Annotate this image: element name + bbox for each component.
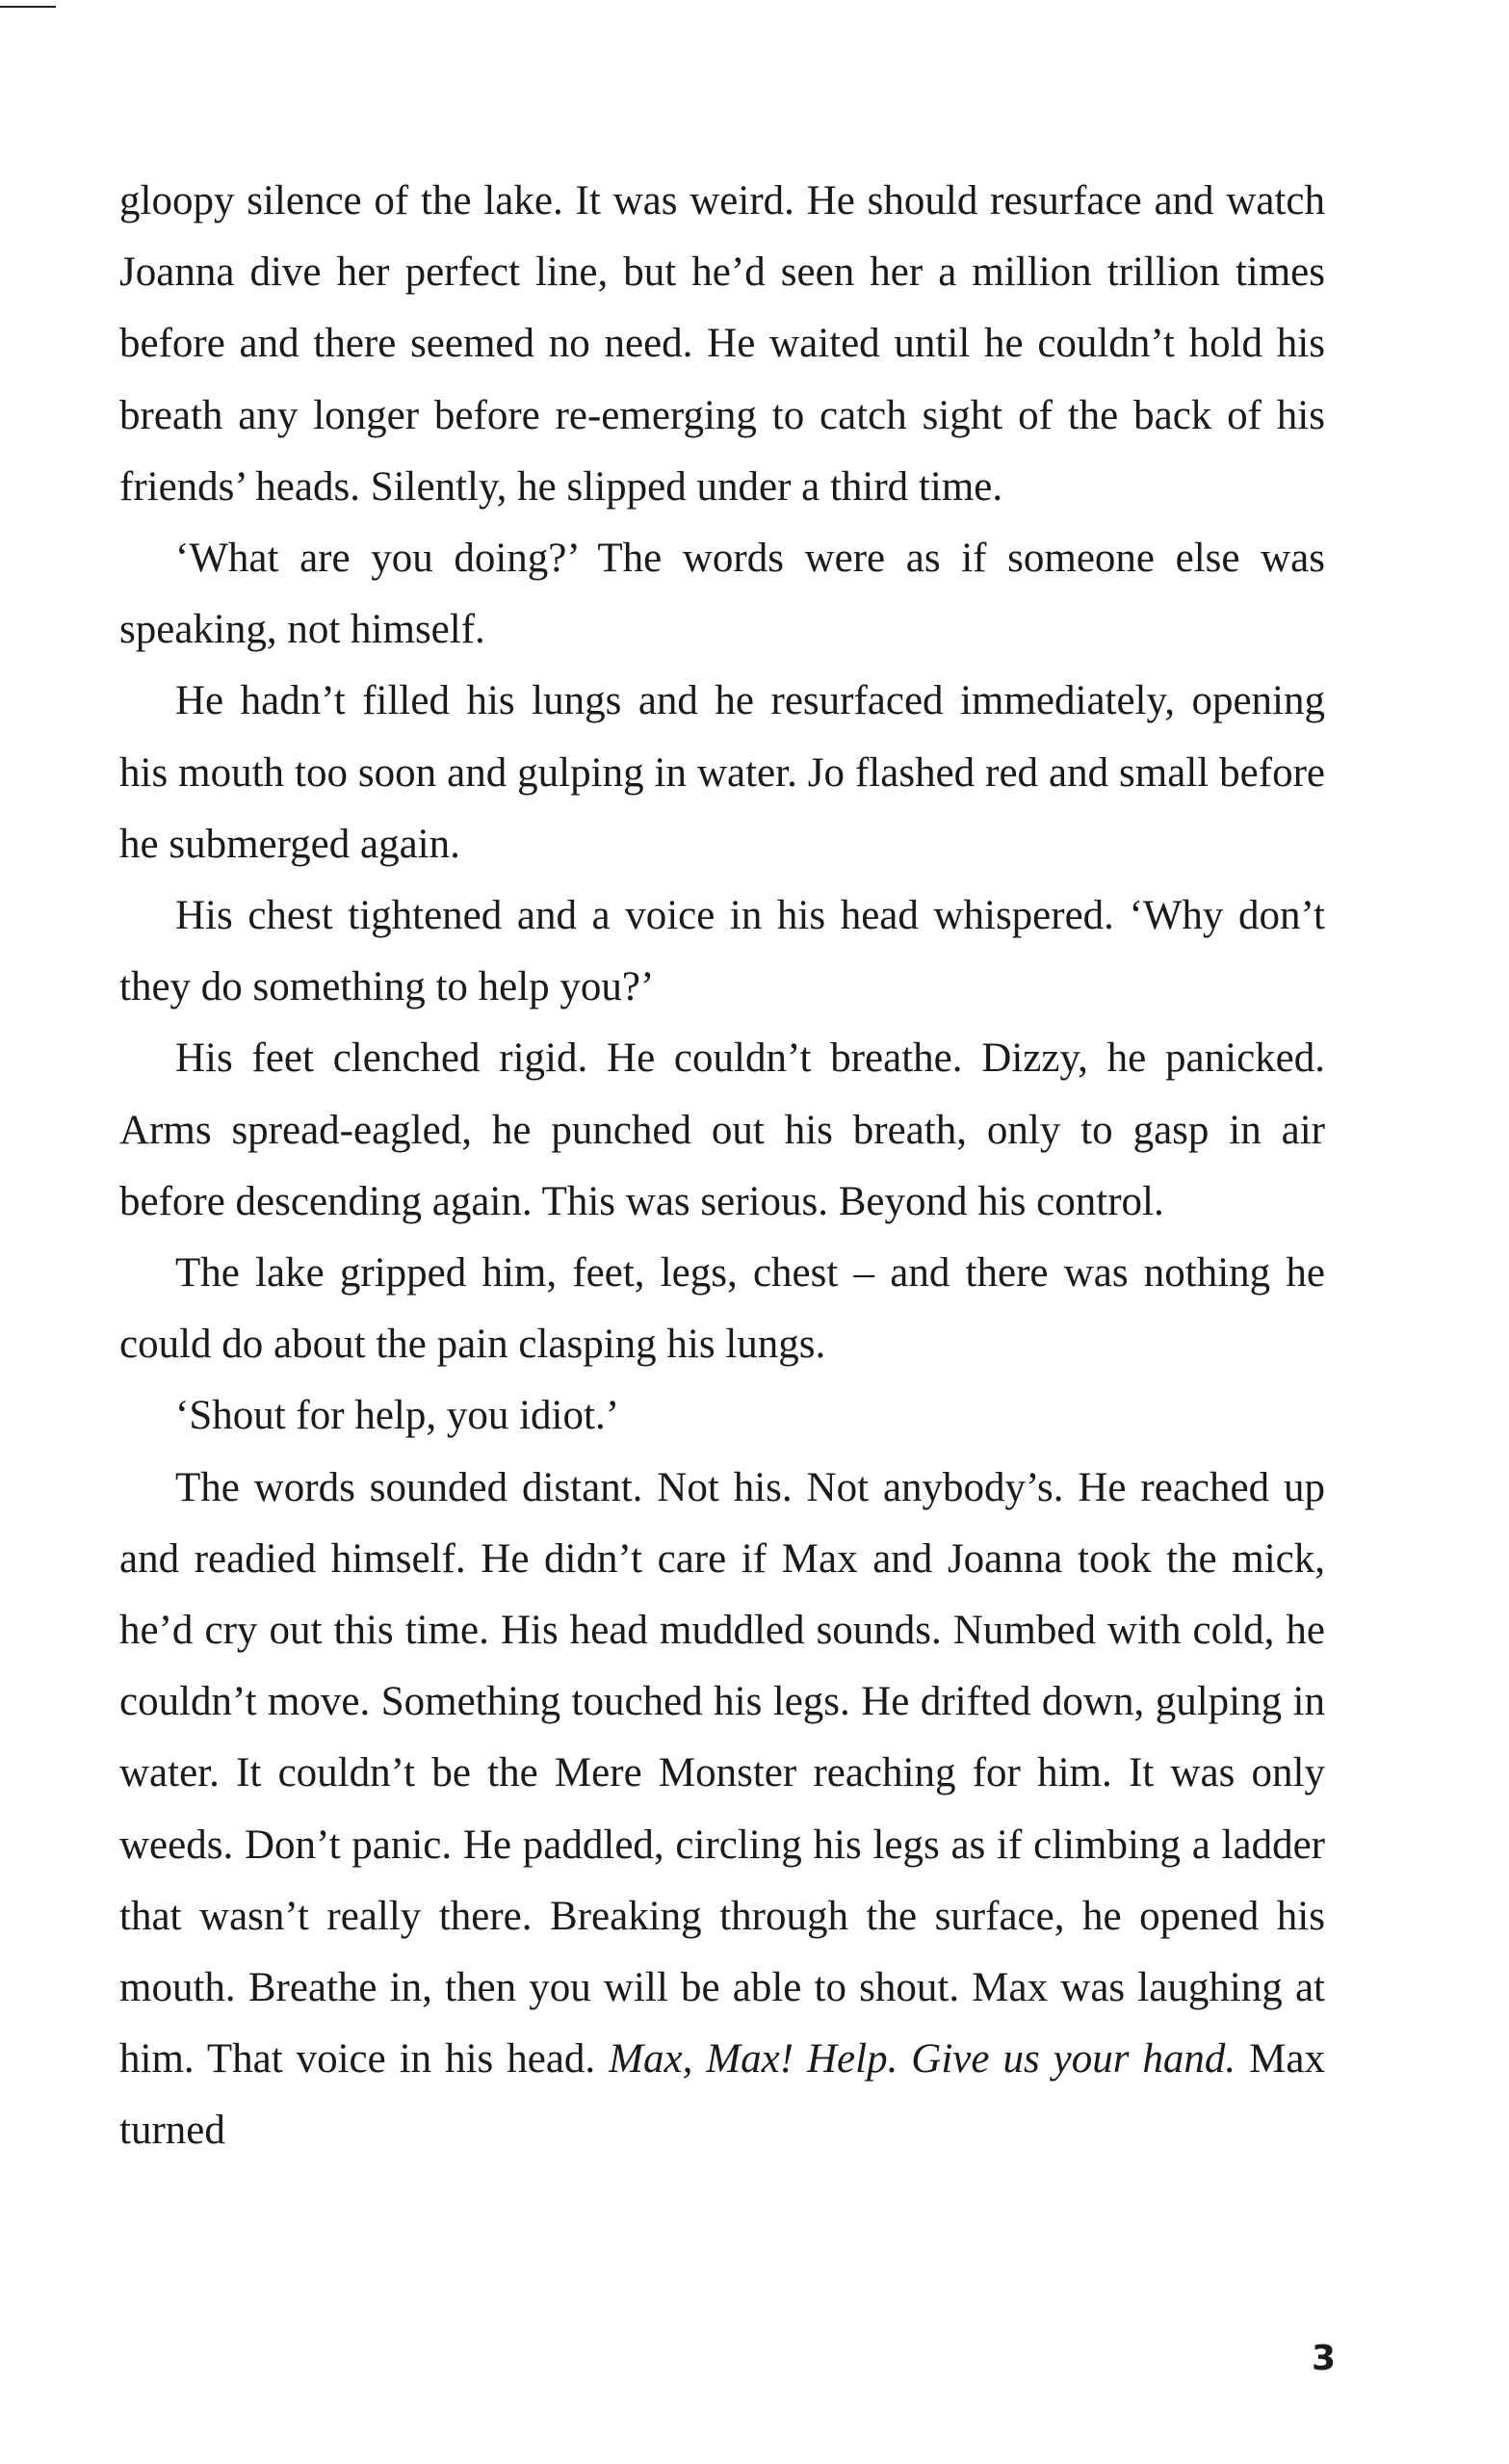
text-run: ‘Shout for help, you idiot.’	[175, 1393, 620, 1439]
paragraph	[119, 1453, 1325, 2167]
paragraph	[119, 1380, 1325, 1452]
paragraph	[119, 523, 1325, 666]
text-run: ‘What are you doing?’ The words were as if someone else was speaking, not himself.	[119, 536, 1325, 653]
text-run: He hadn’t filled his lungs and he resurfaced immediately, opening his mouth too soon and gulping in water. Jo flashed red and small before he submerged again.	[119, 678, 1325, 867]
text-run: gloopy silence of the lake. It was weird. He should resurface and watch Joanna dive her perfect line, but he’d seen her a million trillion times before and there seemed no need. He waited until he couldn’t hold his breath any longer before re-emerging to catch sight of the back of his friends’ heads. Silently, he slipped under a third time.	[119, 178, 1325, 510]
paragraph	[119, 1238, 1325, 1380]
text-run: The lake gripped him, feet, legs, chest – and there was nothing he could do about the pain clasping his lungs.	[119, 1250, 1325, 1368]
italic-text-run: Max, Max! Help. Give us your hand.	[609, 2036, 1236, 2083]
text-run: Max turned	[119, 2036, 1325, 2154]
paragraph	[119, 1023, 1325, 1238]
text-run: His feet clenched rigid. He couldn’t breathe. Dizzy, he panicked. Arms spread-eagled, he punched out his breath, only to gasp in air before descending again. This was serious. Beyond his control.	[119, 1035, 1325, 1224]
body-text	[119, 166, 1325, 2167]
text-run: The words sounded distant. Not his. Not anybody’s. He reached up and readied himself. He didn’t care if Max and Joanna took the mick, he’d cry out this time. His head muddled sounds. Numbed with cold, he couldn’t move. Something touched his legs. He drifted down, gulping in water. It couldn’t be the Mere Monster reaching for him. It was only weeds. Don’t panic. He paddled, circling his legs as if climbing a ladder that wasn’t really there. Breaking through the surface, he opened his mouth. Breathe in, then you will be able to shout. Max was laughing at him. That voice in his head.	[119, 1464, 1325, 2083]
top-rule-divider	[0, 6, 56, 8]
text-run: His chest tightened and a voice in his head whispered. ‘Why don’t they do something to help you?’	[119, 893, 1325, 1010]
paragraph	[119, 666, 1325, 880]
paragraph	[119, 880, 1325, 1023]
paragraph	[119, 166, 1325, 523]
page-number: 3	[1312, 2339, 1337, 2378]
